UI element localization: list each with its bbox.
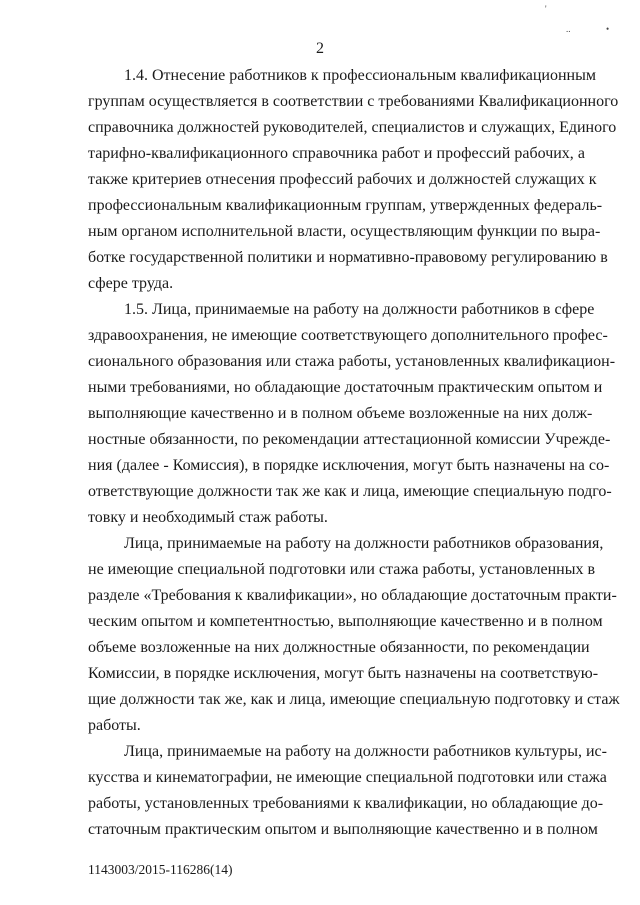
document-code: 1143003/2015-116286(14) xyxy=(88,862,233,877)
text-line: сфере труда. xyxy=(88,275,174,292)
text-line: ния (далее - Комиссия), в порядке исключения, могут быть назначены на со- xyxy=(88,457,610,474)
text-line: ными требованиями, но обладающие достаточным практическим опытом и xyxy=(88,379,603,396)
text-line: сионального образования или стажа работы, установленных квалификацион- xyxy=(88,353,616,370)
text-line: ботке государственной политики и нормативно-правовому регулированию в xyxy=(88,249,608,266)
text-line: товку и необходимый стаж работы. xyxy=(88,509,328,526)
corner-mark-2: .. xyxy=(566,24,571,34)
text-line: здравоохранения, не имеющие соответствующего дополнительного профес- xyxy=(88,327,608,344)
text-line: не имеющие специальной подготовки или стажа работы, установленных в xyxy=(88,561,596,578)
text-line: группам осуществляется в соответствии с требованиями Квалификационного xyxy=(88,93,619,110)
text-line: щие должности так же, как и лица, имеющие специальную подготовку и стаж xyxy=(88,691,620,708)
text-line: Комиссии, в порядке исключения, могут быть назначены на соответствую- xyxy=(88,665,599,682)
page-number: 2 xyxy=(316,40,324,57)
text-line: статочным практическим опытом и выполняющие качественно и в полном xyxy=(88,821,598,838)
text-line: тарифно-квалификационного справочника работ и профессий рабочих, а xyxy=(88,145,585,162)
text-line: 1.4. Отнесение работников к профессиональным квалификационным xyxy=(124,67,596,84)
corner-mark-3: • xyxy=(606,24,610,34)
text-line: справочника должностей руководителей, специалистов и служащих, Единого xyxy=(88,119,617,136)
text-line: Лица, принимаемые на работу на должности работников образования, xyxy=(124,535,604,552)
text-line: работы, установленных требованиями к квалификации, но обладающие до- xyxy=(88,795,604,812)
text-line: 1.5. Лица, принимаемые на работу на должности работников в сфере xyxy=(124,301,595,318)
text-line: ческим опытом и компетентностью, выполняющие качественно и в полном xyxy=(88,613,603,630)
text-line: ответствующие должности так же как и лица, имеющие специальную подго- xyxy=(88,483,612,500)
text-line: работы. xyxy=(88,717,141,734)
text-line: объеме возложенные на них должностные обязанности, по рекомендации xyxy=(88,639,590,656)
text-line: также критериев отнесения профессий рабочих и должностей служащих к xyxy=(88,171,597,188)
text-line: Лица, принимаемые на работу на должности работников культуры, ис- xyxy=(124,743,607,760)
text-line: разделе «Требования к квалификации», но обладающие достаточным практи- xyxy=(88,587,617,604)
text-line: профессиональным квалификационным группам, утвержденных федераль- xyxy=(88,197,603,214)
text-line: кусства и кинематографии, не имеющие специальной подготовки или стажа xyxy=(88,769,607,786)
corner-mark-1: ' xyxy=(545,4,547,14)
text-line: выполняющие качественно и в полном объеме возложенные на них долж- xyxy=(88,405,593,422)
text-line: ным органом исполнительной власти, осуществляющим функции по выра- xyxy=(88,223,601,240)
text-line: ностные обязанности, по рекомендации аттестационной комиссии Учрежде- xyxy=(88,431,611,448)
